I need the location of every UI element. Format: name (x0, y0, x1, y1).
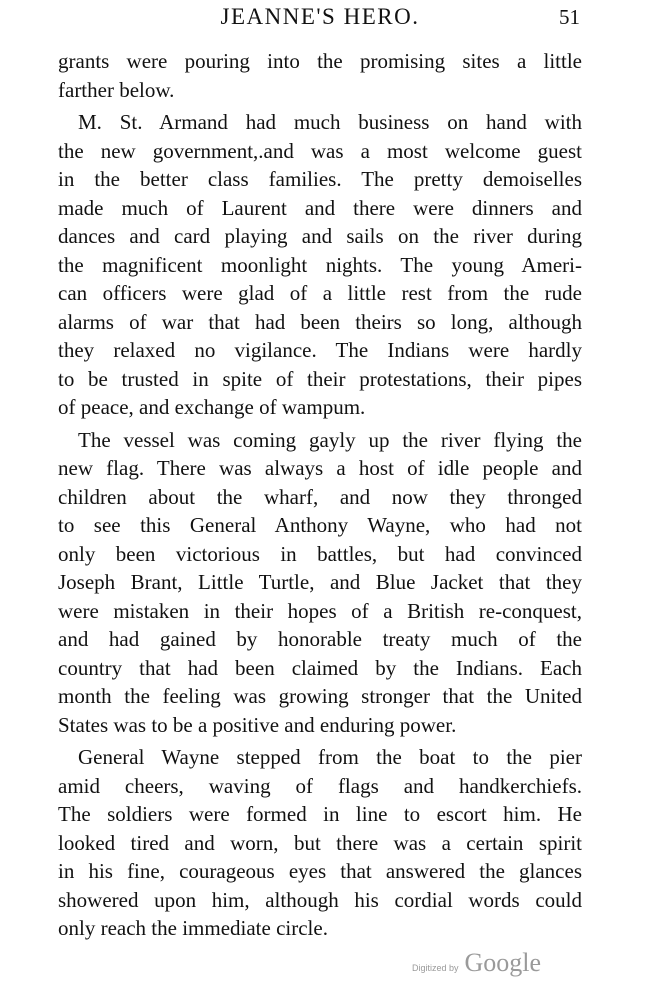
text-line: month the feeling was growing stronger that the United (58, 684, 582, 708)
text-line: to see this General Anthony Wayne, who had not (58, 513, 582, 537)
digitized-by-watermark (412, 948, 541, 978)
text-line: the magnificent moonlight nights. The young Ameri- (58, 252, 582, 277)
text-line: grants were pouring into the promising sites a little (58, 49, 582, 73)
text-line: the new government,.and was a most welcome guest (58, 138, 582, 163)
text-line: children about the wharf, and now they thronged (58, 484, 582, 509)
text-line: in the better class families. The pretty demoiselles (58, 167, 582, 191)
text-line: alarms of war that had been theirs so long, although (58, 309, 582, 334)
text-line: M. St. Armand had much business on hand with (78, 110, 582, 134)
text-line: to be trusted in spite of their protestations, their pipes (58, 366, 582, 391)
text-line: General Wayne stepped from the boat to the pier (78, 745, 582, 769)
text-line: in his fine, courageous eyes that answered the glances (58, 859, 582, 883)
text-line: The vessel was coming gayly up the river flying the (78, 427, 582, 452)
paragraph (58, 108, 582, 422)
body-text (58, 47, 582, 943)
text-line: of peace, and exchange of wampum. (58, 395, 366, 419)
text-line: Joseph Brant, Little Turtle, and Blue Jacket that they (58, 570, 582, 594)
paragraph (58, 743, 582, 943)
text-line: they relaxed no vigilance. The Indians were hardly (58, 338, 582, 362)
text-line: can officers were glad of a little rest from the rude (58, 281, 582, 305)
text-line: only reach the immediate circle. (58, 916, 328, 940)
google-logo: Google (464, 948, 542, 977)
running-title: JEANNE'S HERO. (220, 4, 420, 29)
page-number: 51 (559, 5, 580, 29)
text-line: and had gained by honorable treaty much of the (58, 627, 582, 651)
text-line: made much of Laurent and there were dinners and (58, 195, 582, 220)
text-line: farther below. (58, 77, 175, 102)
text-line: States was to be a positive and enduring power. (58, 712, 457, 737)
paragraph (58, 426, 582, 740)
text-line: looked tired and worn, but there was a certain spirit (58, 830, 582, 855)
text-line: country that had been claimed by the Indians. Each (58, 655, 582, 680)
text-line: amid cheers, waving of flags and handkerchiefs. (58, 773, 582, 798)
text-line: showered upon him, although his cordial words could (58, 887, 582, 912)
paragraph (58, 47, 582, 104)
text-line: new flag. There was always a host of idle people and (58, 456, 582, 480)
text-line: were mistaken in their hopes of a British re-conquest, (58, 598, 582, 623)
text-line: The soldiers were formed in line to escort him. He (58, 802, 582, 826)
running-header (60, 2, 580, 32)
text-line: only been victorious in battles, but had convinced (58, 541, 582, 566)
watermark-prefix: Digitized by (412, 963, 459, 973)
text-line: dances and card playing and sails on the river during (58, 224, 582, 248)
